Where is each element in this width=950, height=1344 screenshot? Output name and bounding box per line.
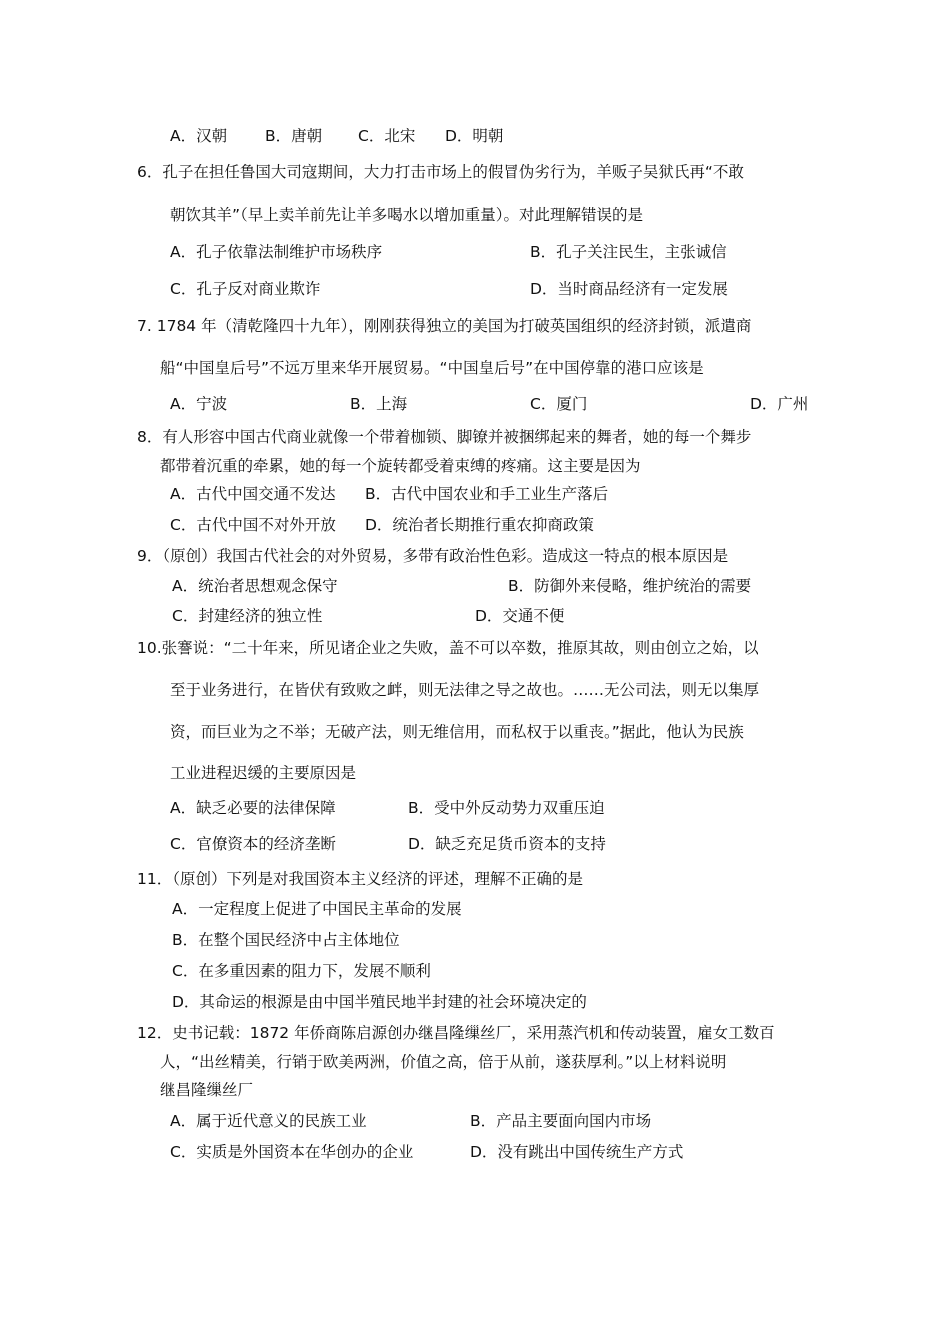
q8-option-b: B．古代中国农业和手工业生产落后 (365, 485, 609, 503)
q5-option-c: C．北宋 (358, 127, 416, 145)
q10-stem-line-3: 资，而巨业为之不举；无破产法，则无维信用，而私权于以重丧。”据此，他认为民族 (170, 723, 744, 741)
q6-stem-line-1: 6．孔子在担任鲁国大司寇期间，大力打击市场上的假冒伪劣行为，羊贩子吴狱氏再“不敢 (137, 163, 744, 181)
q11-stem: 11．（原创）下列是对我国资本主义经济的评述，理解不正确的是 (137, 870, 583, 888)
q12-stem-line-1: 12．史书记载：1872 年侨商陈启源创办继昌隆缫丝厂，采用蒸汽机和传动装置，雇女工数百 (137, 1024, 775, 1042)
q8-option-a: A．古代中国交通不发达 (170, 485, 336, 503)
q7-option-a: A．宁波 (170, 395, 228, 413)
q7-stem-line-1: 7. 1784 年（清乾隆四十九年），刚刚获得独立的美国为打破英国组织的经济封锁，派遣商 (137, 317, 752, 335)
q10-stem-line-4: 工业进程迟缓的主要原因是 (170, 764, 357, 782)
q7-option-c: C．厦门 (530, 395, 588, 413)
q11-option-d: D．其命运的根源是由中国半殖民地半封建的社会环境决定的 (172, 993, 587, 1011)
q8-stem-line-1: 8．有人形容中国古代商业就像一个带着枷锁、脚镣并被捆绑起来的舞者，她的每一个舞步 (137, 428, 752, 446)
q9-stem: 9．（原创）我国古代社会的对外贸易，多带有政治性色彩。造成这一特点的根本原因是 (137, 547, 729, 565)
q8-option-c: C．古代中国不对外开放 (170, 516, 336, 534)
q12-option-a: A．属于近代意义的民族工业 (170, 1112, 367, 1130)
q6-option-c: C．孔子反对商业欺诈 (170, 280, 321, 298)
q12-stem-line-2: 人，“出丝精美，行销于欧美两洲，价值之高，倍于从前，遂获厚利。”以上材料说明 (160, 1053, 727, 1071)
q9-option-c: C．封建经济的独立性 (172, 607, 323, 625)
q10-stem-line-1: 10.张謇说：“二十年来，所见诸企业之失败，盖不可以卒数，推原其故，则由创立之始，以 (137, 639, 759, 657)
q10-stem-line-2: 至于业务进行，在皆伏有致败之衅，则无法律之导之故也。……无公司法，则无以集厚 (170, 681, 760, 699)
q11-option-b: B．在整个国民经济中占主体地位 (172, 931, 400, 949)
q6-stem-line-2: 朝饮其羊”（早上卖羊前先让羊多喝水以增加重量）。对此理解错误的是 (170, 206, 644, 224)
q7-option-d: D．广州 (750, 395, 809, 413)
q9-option-a: A．统治者思想观念保守 (172, 577, 338, 595)
q11-option-a: A．一定程度上促进了中国民主革命的发展 (172, 900, 462, 918)
q12-option-c: C．实质是外国资本在华创办的企业 (170, 1143, 414, 1161)
q10-option-d: D．缺乏充足货币资本的支持 (408, 835, 606, 853)
q10-option-a: A．缺乏必要的法律保障 (170, 799, 336, 817)
q9-option-b: B．防御外来侵略，维护统治的需要 (508, 577, 752, 595)
q5-option-d: D．明朝 (445, 127, 504, 145)
q12-stem-line-3: 继昌隆缫丝厂 (160, 1081, 254, 1099)
q12-option-b: B．产品主要面向国内市场 (470, 1112, 652, 1130)
q5-option-b: B．唐朝 (265, 127, 323, 145)
q6-option-a: A．孔子依靠法制维护市场秩序 (170, 243, 383, 261)
q10-option-c: C．官僚资本的经济垄断 (170, 835, 336, 853)
q6-option-b: B．孔子关注民生，主张诚信 (530, 243, 727, 261)
q8-option-d: D．统治者长期推行重农抑商政策 (365, 516, 594, 534)
q11-option-c: C．在多重因素的阻力下，发展不顺利 (172, 962, 431, 980)
q10-option-b: B．受中外反动势力双重压迫 (408, 799, 605, 817)
q7-option-b: B．上海 (350, 395, 408, 413)
q5-option-a: A．汉朝 (170, 127, 228, 145)
q12-option-d: D．没有跳出中国传统生产方式 (470, 1143, 684, 1161)
q9-option-d: D．交通不便 (475, 607, 565, 625)
q8-stem-line-2: 都带着沉重的牵累，她的每一个旋转都受着束缚的疼痛。这主要是因为 (160, 457, 641, 475)
q6-option-d: D．当时商品经济有一定发展 (530, 280, 728, 298)
q7-stem-line-2: 船“中国皇后号”不远万里来华开展贸易。“中国皇后号”在中国停靠的港口应该是 (160, 359, 704, 377)
